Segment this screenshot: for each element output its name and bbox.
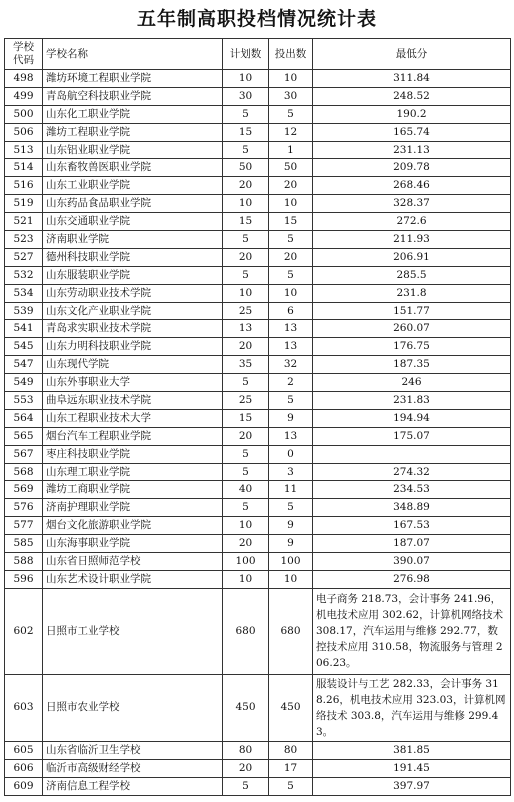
cell-school-name: 山东工程职业技术大学: [43, 409, 223, 427]
cell-plan: 450: [223, 674, 269, 741]
cell-admitted: 20: [269, 248, 313, 266]
table-row: [5, 392, 511, 410]
cell-plan: 10: [223, 195, 269, 213]
cell-school-name: 济南护理职业学院: [43, 499, 223, 517]
cell-school-name: 山东外事职业大学: [43, 374, 223, 392]
header-min-score: 最低分: [313, 39, 511, 70]
admission-table: [4, 38, 511, 796]
cell-admitted: 5: [269, 392, 313, 410]
cell-min-score: 176.75: [313, 338, 511, 356]
cell-min-score: 381.85: [313, 741, 511, 759]
cell-admitted: 80: [269, 741, 313, 759]
table-row: [5, 105, 511, 123]
table-row: [5, 338, 511, 356]
cell-school-code: 596: [5, 570, 43, 588]
cell-school-name: 日照市农业学校: [43, 674, 223, 741]
cell-school-code: 523: [5, 231, 43, 249]
cell-school-code: 499: [5, 87, 43, 105]
cell-school-code: 519: [5, 195, 43, 213]
table-row: [5, 320, 511, 338]
page-title: 五年制高职投档情况统计表: [136, 8, 377, 30]
table-row: [5, 570, 511, 588]
cell-school-name: 山东化工职业学院: [43, 105, 223, 123]
cell-school-code: 527: [5, 248, 43, 266]
cell-plan: 15: [223, 409, 269, 427]
cell-plan: 5: [223, 374, 269, 392]
table-row: [5, 674, 511, 741]
cell-school-name: 青岛求实职业技术学院: [43, 320, 223, 338]
cell-min-score: 209.78: [313, 159, 511, 177]
cell-school-name: 山东力明科技职业学院: [43, 338, 223, 356]
cell-school-code: 534: [5, 284, 43, 302]
cell-school-code: 549: [5, 374, 43, 392]
cell-school-name: 烟台汽车工程职业学院: [43, 427, 223, 445]
cell-admitted: 2: [269, 374, 313, 392]
cell-admitted: 10: [269, 284, 313, 302]
cell-admitted: 9: [269, 517, 313, 535]
cell-school-code: 539: [5, 302, 43, 320]
cell-school-name: 济南信息工程学校: [43, 777, 223, 795]
cell-school-name: 日照市工业学校: [43, 588, 223, 674]
cell-school-name: 山东药品食品职业学院: [43, 195, 223, 213]
cell-min-score: 248.52: [313, 87, 511, 105]
table-row: [5, 759, 511, 777]
cell-plan: 5: [223, 141, 269, 159]
table-body: [5, 70, 511, 796]
cell-plan: 5: [223, 105, 269, 123]
cell-admitted: 13: [269, 320, 313, 338]
cell-school-code: 567: [5, 445, 43, 463]
table-row: [5, 553, 511, 571]
cell-school-code: 606: [5, 759, 43, 777]
table-row: [5, 427, 511, 445]
cell-min-score: [313, 445, 511, 463]
cell-school-code: 603: [5, 674, 43, 741]
cell-school-code: 602: [5, 588, 43, 674]
table-row: [5, 481, 511, 499]
cell-school-name: 山东交通职业学院: [43, 213, 223, 231]
cell-plan: 13: [223, 320, 269, 338]
cell-school-name: 山东劳动职业技术学院: [43, 284, 223, 302]
cell-min-score: 272.6: [313, 213, 511, 231]
cell-plan: 25: [223, 392, 269, 410]
cell-min-score: 194.94: [313, 409, 511, 427]
cell-school-code: 500: [5, 105, 43, 123]
cell-school-name: 山东工业职业学院: [43, 177, 223, 195]
cell-min-score: 246: [313, 374, 511, 392]
cell-min-score: 276.98: [313, 570, 511, 588]
cell-school-code: 532: [5, 266, 43, 284]
cell-min-score: 231.83: [313, 392, 511, 410]
cell-admitted: 17: [269, 759, 313, 777]
cell-min-score: 260.07: [313, 320, 511, 338]
cell-admitted: 3: [269, 463, 313, 481]
cell-school-code: 565: [5, 427, 43, 445]
cell-min-score: 311.84: [313, 70, 511, 88]
cell-min-score: 191.45: [313, 759, 511, 777]
table-row: [5, 445, 511, 463]
cell-school-name: 山东铝业职业学院: [43, 141, 223, 159]
cell-min-score: 服装设计与工艺 282.33，会计事务 318.26，机电技术应用 323.03，计算机网络技术 303.8，汽车运用与维修 299.43。: [313, 674, 511, 741]
cell-plan: 20: [223, 177, 269, 195]
cell-admitted: 13: [269, 338, 313, 356]
cell-school-code: 568: [5, 463, 43, 481]
cell-plan: 30: [223, 87, 269, 105]
table-header-row: [5, 39, 511, 70]
cell-admitted: 50: [269, 159, 313, 177]
cell-admitted: 5: [269, 266, 313, 284]
cell-school-code: 588: [5, 553, 43, 571]
cell-plan: 40: [223, 481, 269, 499]
table-row: [5, 87, 511, 105]
cell-plan: 80: [223, 741, 269, 759]
cell-admitted: 10: [269, 195, 313, 213]
cell-admitted: 6: [269, 302, 313, 320]
cell-plan: 50: [223, 159, 269, 177]
cell-plan: 5: [223, 445, 269, 463]
cell-school-name: 烟台文化旅游职业学院: [43, 517, 223, 535]
cell-min-score: 190.2: [313, 105, 511, 123]
cell-min-score: 397.97: [313, 777, 511, 795]
cell-school-name: 山东畜牧兽医职业学院: [43, 159, 223, 177]
cell-plan: 680: [223, 588, 269, 674]
table-row: [5, 141, 511, 159]
cell-admitted: 10: [269, 570, 313, 588]
cell-school-name: 山东理工职业学院: [43, 463, 223, 481]
cell-school-code: 516: [5, 177, 43, 195]
cell-min-score: 231.13: [313, 141, 511, 159]
cell-min-score: 268.46: [313, 177, 511, 195]
cell-min-score: 234.53: [313, 481, 511, 499]
cell-min-score: 187.35: [313, 356, 511, 374]
cell-admitted: 450: [269, 674, 313, 741]
cell-school-name: 枣庄科技职业学院: [43, 445, 223, 463]
cell-plan: 15: [223, 123, 269, 141]
cell-admitted: 9: [269, 409, 313, 427]
cell-min-score: 274.32: [313, 463, 511, 481]
cell-school-code: 513: [5, 141, 43, 159]
table-row: [5, 463, 511, 481]
cell-min-score: 175.07: [313, 427, 511, 445]
cell-min-score: 电子商务 218.73，会计事务 241.96，机电技术应用 302.62，计算机网络技术 308.17，汽车运用与维修 292.77，数控技术应用 310.58，物流服务与管理 206.23。: [313, 588, 511, 674]
cell-school-code: 514: [5, 159, 43, 177]
table-row: [5, 284, 511, 302]
table-row: [5, 266, 511, 284]
cell-min-score: 390.07: [313, 553, 511, 571]
table-row: [5, 70, 511, 88]
cell-plan: 100: [223, 553, 269, 571]
cell-min-score: 285.5: [313, 266, 511, 284]
table-row: [5, 374, 511, 392]
cell-admitted: 5: [269, 105, 313, 123]
cell-min-score: 151.77: [313, 302, 511, 320]
cell-school-name: 山东海事职业学院: [43, 535, 223, 553]
cell-school-name: 临沂市高级财经学校: [43, 759, 223, 777]
cell-school-code: 547: [5, 356, 43, 374]
cell-school-code: 609: [5, 777, 43, 795]
cell-school-name: 山东省日照师范学校: [43, 553, 223, 571]
cell-plan: 15: [223, 213, 269, 231]
cell-admitted: 13: [269, 427, 313, 445]
header-admitted: 投出数: [269, 39, 313, 70]
cell-min-score: 348.89: [313, 499, 511, 517]
cell-plan: 20: [223, 338, 269, 356]
cell-school-code: 545: [5, 338, 43, 356]
cell-admitted: 12: [269, 123, 313, 141]
cell-plan: 10: [223, 284, 269, 302]
cell-school-name: 潍坊工程职业学院: [43, 123, 223, 141]
cell-plan: 10: [223, 517, 269, 535]
cell-plan: 20: [223, 427, 269, 445]
table-row: [5, 499, 511, 517]
cell-school-code: 521: [5, 213, 43, 231]
table-row: [5, 195, 511, 213]
cell-min-score: 206.91: [313, 248, 511, 266]
cell-plan: 10: [223, 570, 269, 588]
cell-min-score: 165.74: [313, 123, 511, 141]
cell-plan: 20: [223, 759, 269, 777]
header-code-line1: 学校: [13, 41, 34, 53]
cell-school-code: 541: [5, 320, 43, 338]
table-row: [5, 231, 511, 249]
cell-admitted: 5: [269, 777, 313, 795]
cell-school-name: 潍坊环境工程职业学院: [43, 70, 223, 88]
table-row: [5, 302, 511, 320]
cell-min-score: 328.37: [313, 195, 511, 213]
table-row: [5, 588, 511, 674]
cell-min-score: 187.07: [313, 535, 511, 553]
cell-plan: 35: [223, 356, 269, 374]
cell-school-code: 576: [5, 499, 43, 517]
cell-school-name: 德州科技职业学院: [43, 248, 223, 266]
cell-school-code: 605: [5, 741, 43, 759]
cell-plan: 25: [223, 302, 269, 320]
cell-plan: 20: [223, 535, 269, 553]
cell-school-code: 506: [5, 123, 43, 141]
cell-school-name: 山东省临沂卫生学校: [43, 741, 223, 759]
table-row: [5, 535, 511, 553]
cell-school-code: 564: [5, 409, 43, 427]
cell-school-name: 山东服装职业学院: [43, 266, 223, 284]
cell-admitted: 680: [269, 588, 313, 674]
cell-admitted: 10: [269, 70, 313, 88]
cell-school-code: 585: [5, 535, 43, 553]
header-school-name: 学校名称: [43, 39, 223, 70]
table-row: [5, 741, 511, 759]
cell-plan: 5: [223, 463, 269, 481]
cell-plan: 5: [223, 777, 269, 795]
table-row: [5, 777, 511, 795]
header-plan: 计划数: [223, 39, 269, 70]
cell-plan: 20: [223, 248, 269, 266]
table-row: [5, 356, 511, 374]
table-row: [5, 409, 511, 427]
cell-admitted: 5: [269, 499, 313, 517]
table-row: [5, 123, 511, 141]
table-row: [5, 177, 511, 195]
cell-plan: 5: [223, 499, 269, 517]
cell-school-name: 济南职业学院: [43, 231, 223, 249]
cell-school-name: 潍坊工商职业学院: [43, 481, 223, 499]
cell-school-name: 山东艺术设计职业学院: [43, 570, 223, 588]
cell-admitted: 1: [269, 141, 313, 159]
cell-min-score: 211.93: [313, 231, 511, 249]
cell-school-name: 青岛航空科技职业学院: [43, 87, 223, 105]
cell-admitted: 9: [269, 535, 313, 553]
cell-plan: 5: [223, 231, 269, 249]
cell-min-score: 167.53: [313, 517, 511, 535]
cell-admitted: 5: [269, 231, 313, 249]
table-row: [5, 159, 511, 177]
cell-school-name: 山东现代学院: [43, 356, 223, 374]
cell-school-name: 曲阜远东职业技术学院: [43, 392, 223, 410]
cell-admitted: 20: [269, 177, 313, 195]
cell-plan: 5: [223, 266, 269, 284]
cell-admitted: 11: [269, 481, 313, 499]
cell-school-code: 577: [5, 517, 43, 535]
header-code-line2: 代码: [13, 54, 34, 66]
table-row: [5, 213, 511, 231]
cell-school-code: 569: [5, 481, 43, 499]
cell-school-name: 山东文化产业职业学院: [43, 302, 223, 320]
cell-admitted: 100: [269, 553, 313, 571]
cell-plan: 10: [223, 70, 269, 88]
cell-admitted: 15: [269, 213, 313, 231]
table-row: [5, 517, 511, 535]
cell-admitted: 0: [269, 445, 313, 463]
cell-school-code: 553: [5, 392, 43, 410]
table-row: [5, 248, 511, 266]
cell-min-score: 231.8: [313, 284, 511, 302]
cell-admitted: 32: [269, 356, 313, 374]
cell-admitted: 30: [269, 87, 313, 105]
cell-school-code: 498: [5, 70, 43, 88]
header-school-code: [5, 39, 43, 70]
